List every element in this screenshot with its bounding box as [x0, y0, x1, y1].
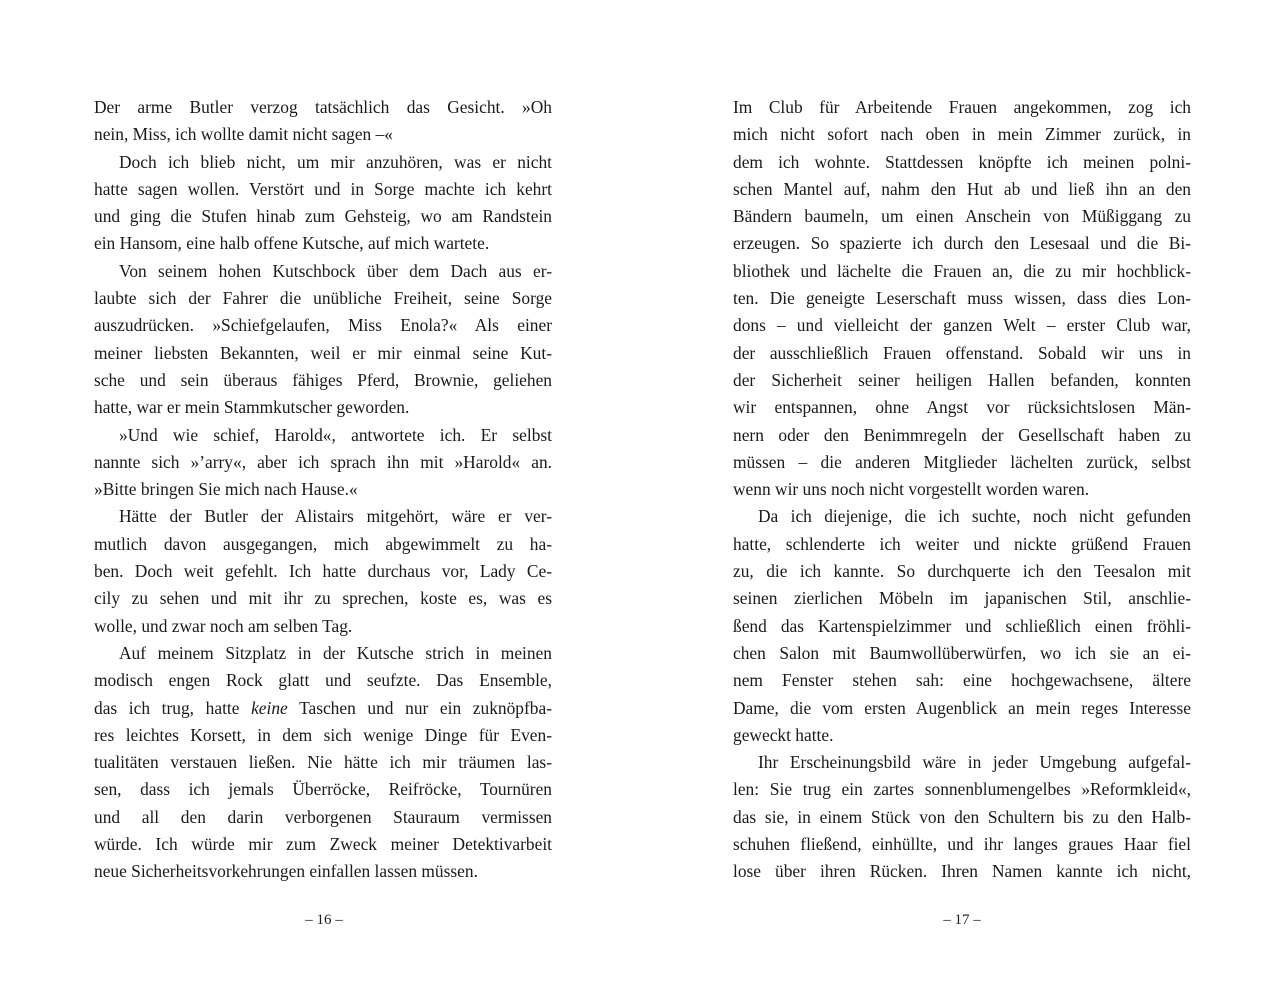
text-line: modisch engen Rock glatt und seufzte. Das Ensemble, — [94, 670, 552, 691]
text-line: und ging die Stufen hinab zum Gehsteig, wo am Randstein — [94, 206, 552, 227]
text-line: Im Club für Arbeitende Frauen angekommen, zog ich — [733, 97, 1191, 117]
text-line: Hätte der Butler der Alistairs mitgehört, wäre er ver- — [119, 506, 552, 527]
text-line: Da ich diejenige, die ich suchte, noch nicht gefunden — [758, 506, 1191, 527]
text-line: sche und sein überaus fähiges Pferd, Brownie, geliehen — [94, 369, 552, 390]
text-line: laubte sich der Fahrer die unübliche Freiheit, seine Sorge — [94, 288, 552, 309]
text-line: und all den darin verborgenen Stauraum vermissen — [94, 806, 552, 827]
text-line: neue Sicherheitsvorkehrungen einfallen lassen müssen. — [94, 861, 478, 882]
text-segment: Taschen und nur ein zuknöpfba- — [287, 697, 552, 718]
text-line: hatte sagen wollen. Verstört und in Sorge machte ich kehrt — [94, 178, 552, 199]
text-line: müssen – die anderen Mitglieder lächelten zurück, selbst — [733, 451, 1191, 472]
text-line: sen, dass ich jemals Überröcke, Reifröcke, Tournüren — [94, 779, 552, 800]
text-line: seinen zierlichen Möbeln im japanischen Stil, anschlie- — [733, 588, 1191, 609]
text-line: res leichtes Korsett, in dem sich wenige Dinge für Even- — [94, 724, 552, 745]
text-line: das sie, in einem Stück von den Schultern bis zu den Halb- — [733, 806, 1191, 827]
text-line: dem ich wohnte. Stattdessen knöpfte ich meinen polni- — [733, 151, 1191, 172]
text-line: ten. Die geneigte Leserschaft muss wissen, dass dies Lon- — [733, 288, 1191, 309]
text-line: geweckt hatte. — [733, 724, 834, 745]
text-line: zu, die ich kannte. So durchquerte ich den Teesalon mit — [733, 561, 1191, 582]
page-number-left: – 16 – — [305, 912, 343, 928]
text-line: nem Fenster stehen sah: eine hochgewachsene, ältere — [733, 670, 1191, 691]
text-line: wenn wir uns noch nicht vorgestellt worden waren. — [733, 479, 1090, 500]
text-line: Der arme Butler verzog tatsächlich das Gesicht. »Oh — [94, 97, 552, 117]
text-line: auszudrücken. »Schiefgelaufen, Miss Enola?« Als einer — [94, 315, 552, 336]
text-line: chen Salon mit Baumwollüberwürfen, wo ich sie an ei- — [733, 642, 1191, 663]
text-line: ßend das Kartenspielzimmer und schließlich einen fröhli- — [733, 615, 1191, 636]
text-line: tualitäten verstauen ließen. Nie hätte ich mir träumen las- — [94, 752, 552, 773]
text-line: der Sicherheit seiner heiligen Hallen befanden, konnten — [733, 369, 1191, 390]
text-line: Doch ich blieb nicht, um mir anzuhören, was er nicht — [119, 151, 552, 172]
text-line: bliothek und lächelte die Frauen an, die zu mir hochblick- — [733, 260, 1191, 281]
text-line: Bändern baumeln, um einen Anschein von Müßiggang zu — [733, 206, 1191, 227]
text-line: Von seinem hohen Kutschbock über dem Dach aus er- — [119, 260, 552, 281]
text-line: »Bitte bringen Sie mich nach Hause.« — [94, 479, 358, 500]
text-line: schen Mantel auf, nahm den Hut ab und ließ ihn an den — [733, 178, 1191, 199]
text-line: len: Sie trug ein zartes sonnenblumengelbes »Reformkleid«, — [733, 779, 1191, 800]
emphasized-word: keine — [251, 697, 288, 718]
text-line: wir entspannen, ohne Angst vor rücksichtslosen Män- — [733, 397, 1191, 418]
text-line-with-emphasis — [94, 695, 552, 722]
left-page-text — [94, 94, 552, 886]
text-line: der ausschließlich Frauen offenstand. Sobald wir uns in — [733, 342, 1191, 363]
text-line: ben. Doch weit gefehlt. Ich hatte durchaus vor, Lady Ce- — [94, 561, 552, 582]
text-line: »Und wie schief, Harold«, antwortete ich. Er selbst — [119, 424, 552, 445]
text-line: meiner liebsten Bekannten, weil er mir einmal seine Kut- — [94, 342, 552, 363]
text-line: Dame, die vom ersten Augenblick an mein reges Interesse — [733, 697, 1191, 718]
text-line: Auf meinem Sitzplatz in der Kutsche strich in meinen — [119, 642, 552, 663]
right-page-text — [733, 94, 1191, 886]
text-line: dons – und vielleicht der ganzen Welt – erster Club war, — [733, 315, 1191, 336]
text-line: ein Hansom, eine halb offene Kutsche, auf mich wartete. — [94, 233, 490, 254]
text-line: nein, Miss, ich wollte damit nicht sagen –« — [94, 124, 393, 145]
text-line: mich nicht sofort nach oben in mein Zimmer zurück, in — [733, 124, 1191, 145]
text-line: Ihr Erscheinungsbild wäre in jeder Umgebung aufgefal- — [758, 752, 1191, 773]
text-line: mutlich davon ausgegangen, mich abgewimmelt zu ha- — [94, 533, 552, 554]
text-line: hatte, schlenderte ich weiter und nickte grüßend Frauen — [733, 533, 1191, 554]
text-line: würde. Ich würde mir zum Zweck meiner Detektivarbeit — [94, 834, 552, 855]
text-line: nannte sich »’arry«, aber ich sprach ihn mit »Harold« an. — [94, 451, 552, 472]
text-line: erzeugen. So spazierte ich durch den Lesesaal und die Bi- — [733, 233, 1191, 254]
text-segment: das ich trug, hatte — [94, 697, 252, 718]
text-line: hatte, war er mein Stammkutscher geworden. — [94, 397, 410, 418]
text-line: cily zu sehen und mit ihr zu sprechen, koste es, was es — [94, 588, 552, 609]
text-line: schuhen fließend, einhüllte, und ihr langes graues Haar fiel — [733, 834, 1191, 855]
text-line: lose über ihren Rücken. Ihren Namen kannte ich nicht, — [733, 861, 1191, 882]
page-number-right: – 17 – — [943, 912, 981, 928]
text-line: wolle, und zwar noch am selben Tag. — [94, 615, 353, 636]
text-line: nern oder den Benimmregeln der Gesellschaft haben zu — [733, 424, 1191, 445]
